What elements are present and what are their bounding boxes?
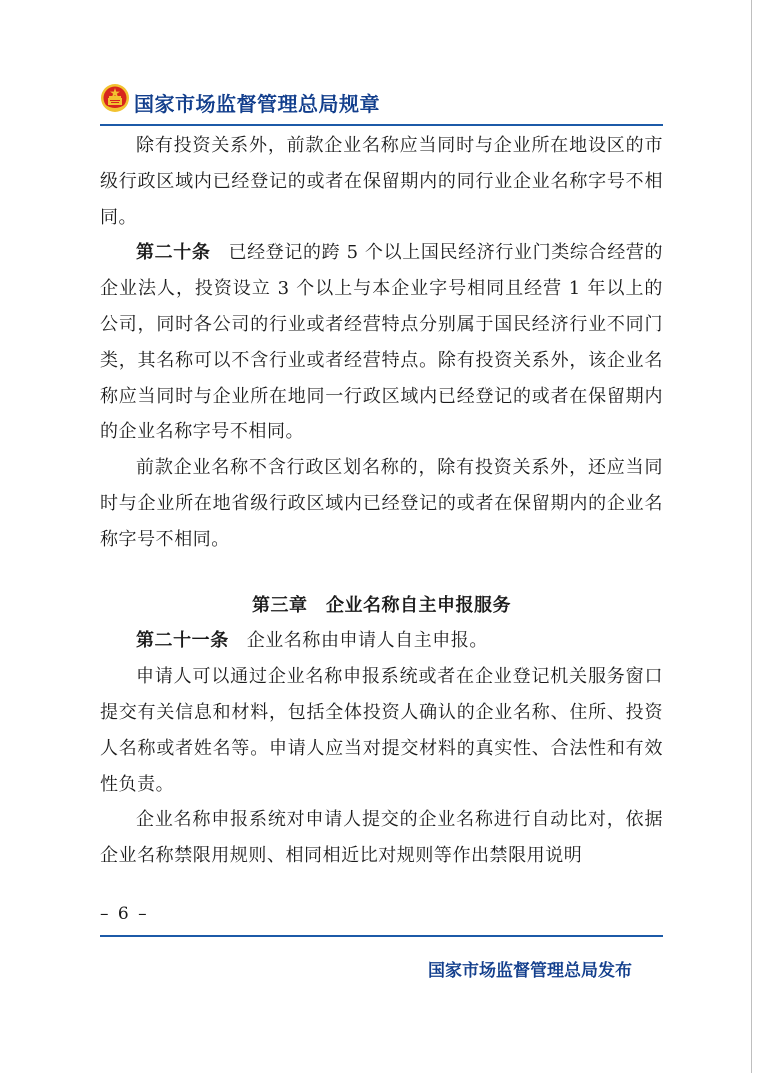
- paragraph: 除有投资关系外，前款企业名称应当同时与企业所在地设区的市级行政区域内已经登记的或者在保留期内的同行业企业名称字号不相同。: [100, 135, 663, 228]
- page-number: – 6 –: [100, 904, 149, 924]
- article-20: [100, 235, 663, 450]
- header-divider: [100, 124, 663, 126]
- header-title: 国家市场监督管理总局规章: [134, 92, 380, 116]
- article-20-label: 第二十条: [136, 242, 211, 264]
- paragraph: 申请人可以通过企业名称申报系统或者在企业登记机关服务窗口提交有关信息和材料，包括全体投资人确认的企业名称、住所、投资人名称或者姓名等。申请人应当对提交材料的真实性、合法性和有效性负责。: [100, 666, 663, 795]
- paragraph: 企业名称申报系统对申请人提交的企业名称进行自动比对，依据企业名称禁限用规则、相同相近比对规则等作出禁限用说明: [100, 809, 663, 867]
- footer-publisher: 国家市场监督管理总局发布: [428, 961, 632, 981]
- document-header: [100, 80, 663, 124]
- footer-divider: [100, 935, 663, 937]
- page-edge-line: [751, 0, 752, 1073]
- article-21: [100, 623, 663, 659]
- article-20-text: 已经登记的跨 5 个以上国民经济行业门类综合经营的企业法人，投资设立 3 个以上与本企业字号相同且经营 1 年以上的公司，同时各公司的行业或者经营特点分别属于国民经济行业不同门类，其名称可以不含行业或者经营特点。除有投资关系外，该企业名称应当同时与企业所在地同一行政区域内已经登记的或者在保留期内的企业名称字号不相同。: [100, 242, 663, 443]
- document-body: [100, 128, 663, 874]
- paragraph: 前款企业名称不含行政区划名称的，除有投资关系外，还应当同时与企业所在地省级行政区域内已经登记的或者在保留期内的企业名称字号不相同。: [100, 457, 663, 550]
- chapter-heading: 第三章 企业名称自主申报服务: [252, 594, 511, 616]
- article-21-text: 企业名称由申请人自主申报。: [246, 630, 488, 652]
- national-emblem-icon: [100, 83, 130, 113]
- article-21-label: 第二十一条: [136, 630, 229, 652]
